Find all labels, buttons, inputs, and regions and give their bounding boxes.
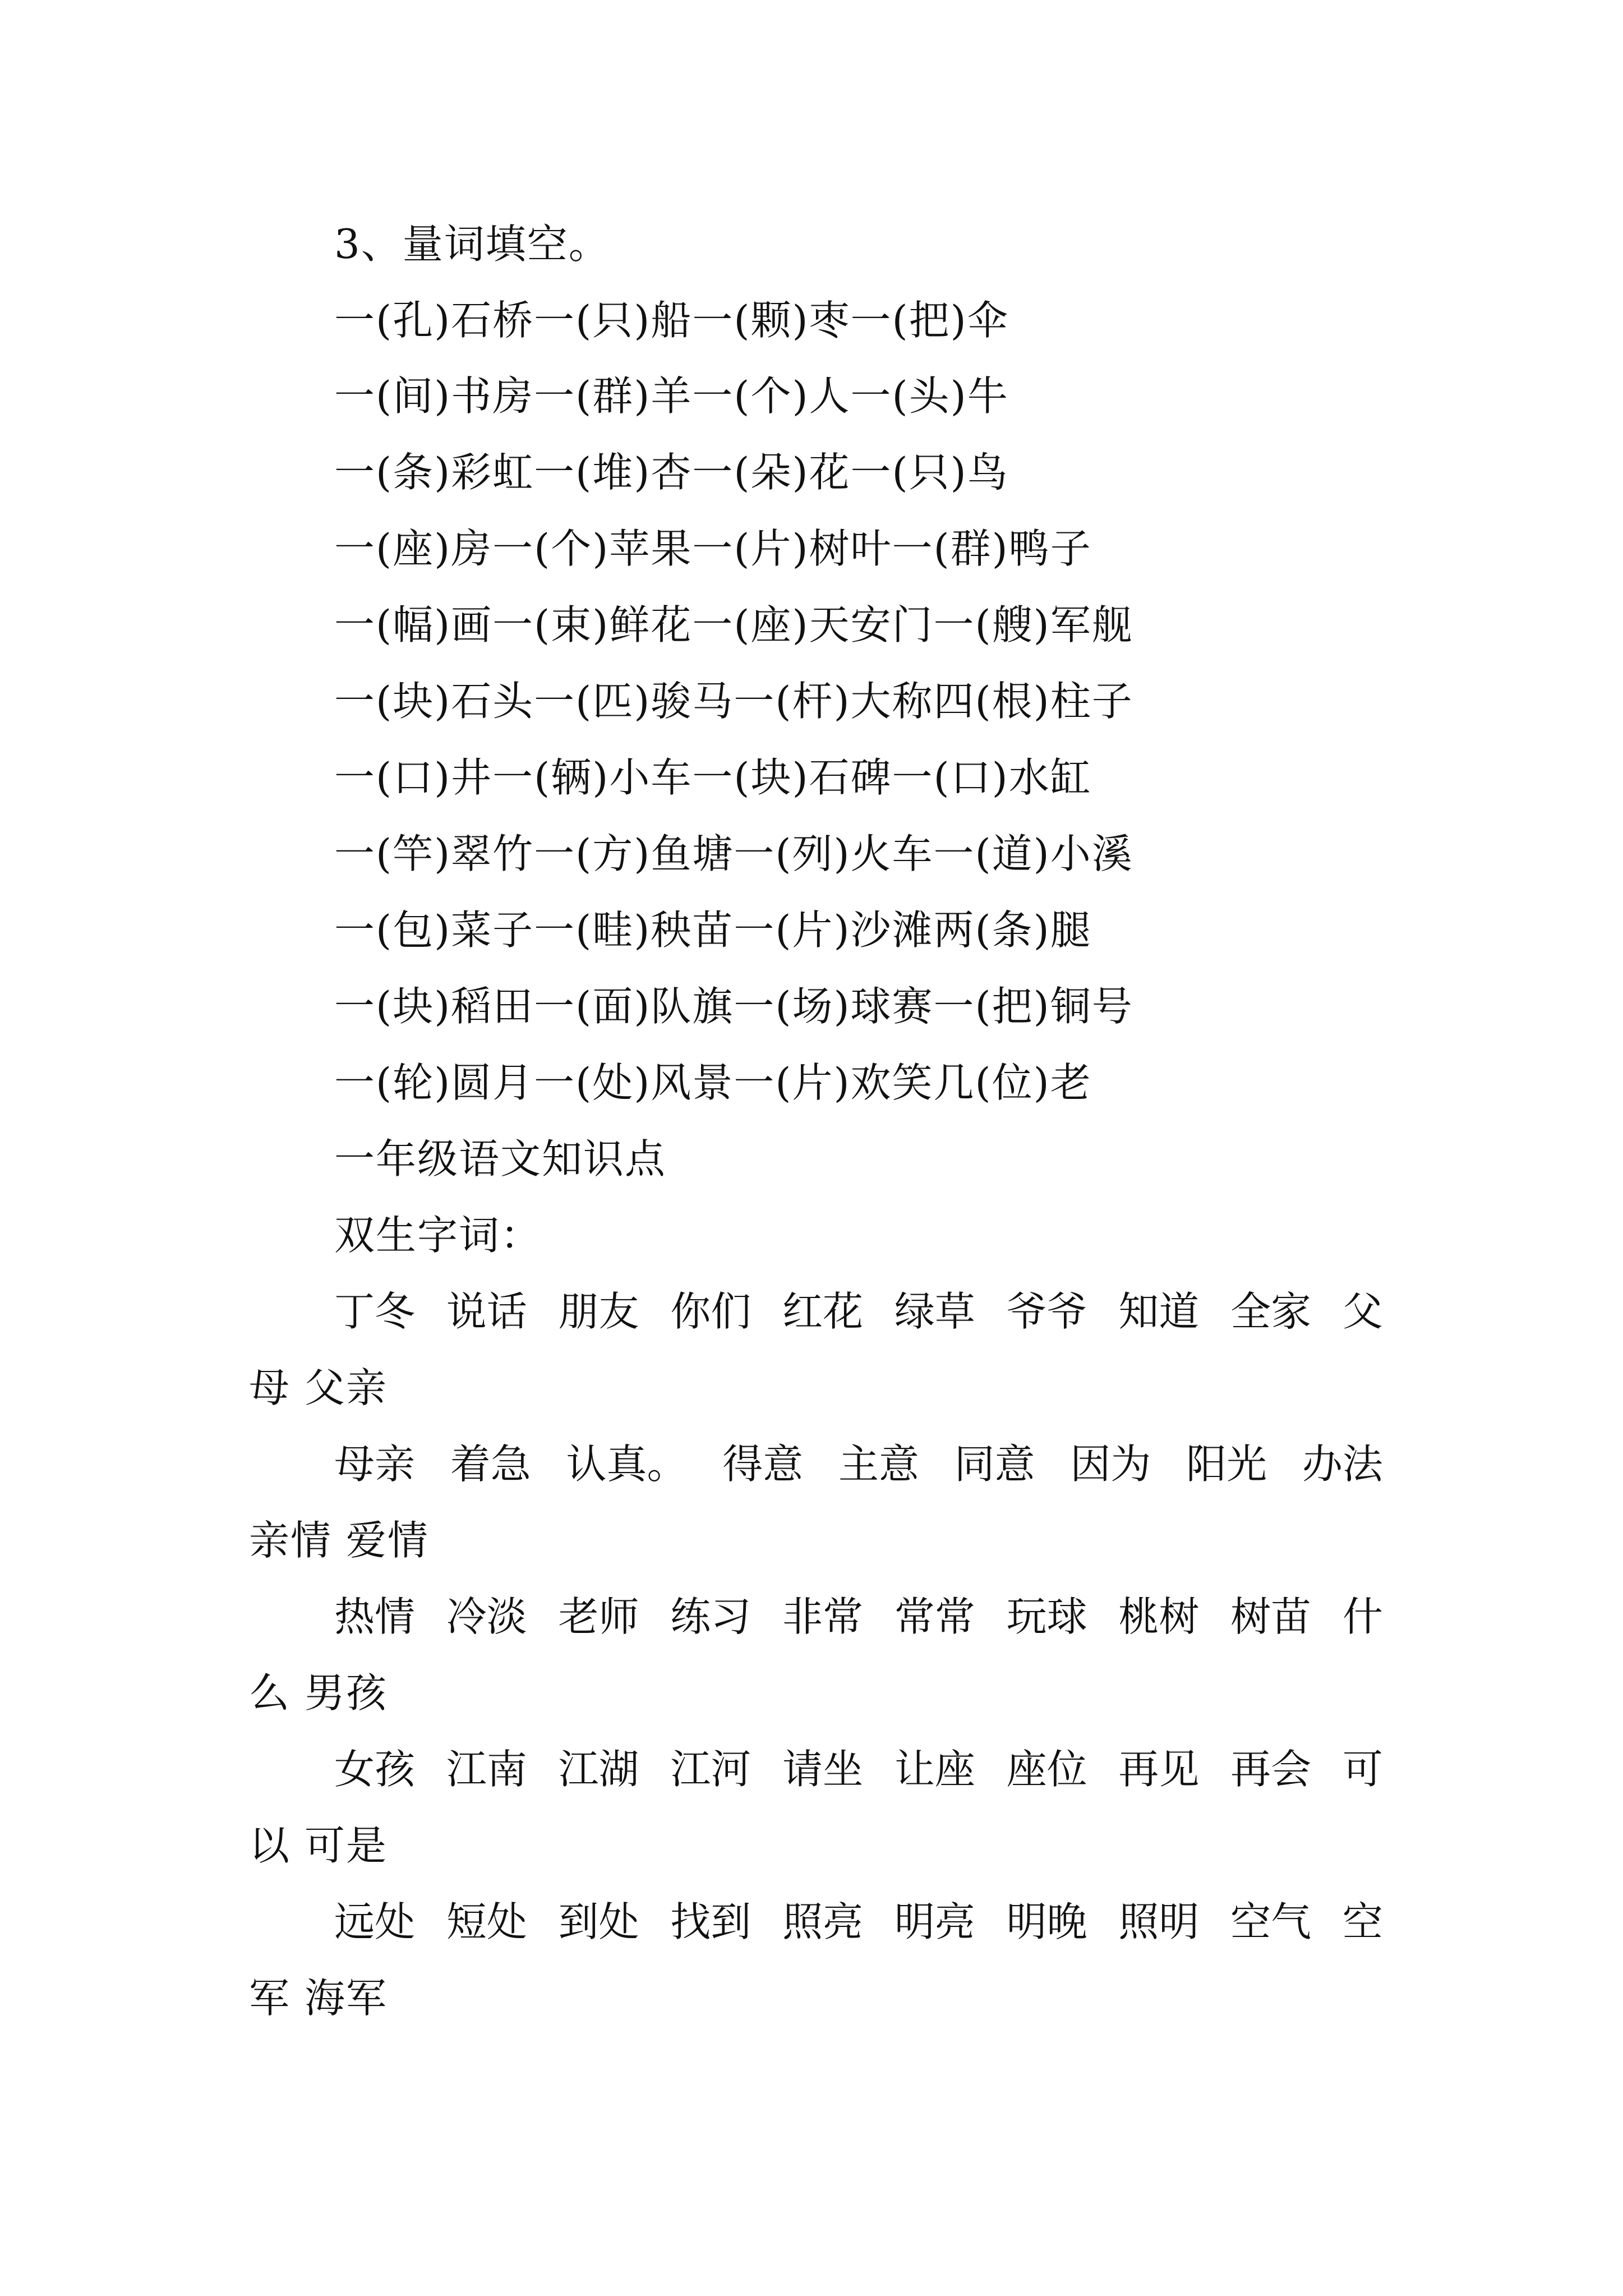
word: 树苗 xyxy=(1230,1593,1312,1640)
word: 短处 xyxy=(446,1898,527,1945)
word: 玩球 xyxy=(1006,1593,1087,1640)
word: 因为 xyxy=(1070,1441,1151,1488)
words-title: 双生字词： xyxy=(334,1212,542,1259)
word: 爷爷 xyxy=(1006,1288,1087,1335)
measure-line: 一(块)石头一(匹)骏马一(杆)大称四(根)柱子 xyxy=(334,678,1133,725)
word: 照明 xyxy=(1118,1898,1200,1945)
word: 远处 xyxy=(334,1898,416,1945)
word-line-continuation: 军 海军 xyxy=(249,1975,388,2022)
word: 让座 xyxy=(894,1746,975,1793)
word: 练习 xyxy=(670,1593,751,1640)
word: 非常 xyxy=(782,1593,864,1640)
word: 父 xyxy=(1342,1288,1383,1335)
word: 丁冬 xyxy=(334,1288,416,1335)
measure-line: 一(块)稻田一(面)队旗一(场)球赛一(把)铜号 xyxy=(334,983,1133,1030)
word: 冷淡 xyxy=(446,1593,527,1640)
word: 女孩 xyxy=(334,1746,416,1793)
grade-title: 一年级语文知识点 xyxy=(334,1135,667,1182)
word: 什 xyxy=(1342,1593,1383,1640)
section-title: 3、量词填空。 xyxy=(334,220,610,268)
word: 可 xyxy=(1342,1746,1383,1793)
measure-line: 一(口)井一(辆)小车一(块)石碑一(口)水缸 xyxy=(334,754,1092,801)
word: 绿草 xyxy=(894,1288,975,1335)
measure-line: 一(座)房一(个)苹果一(片)树叶一(群)鸭子 xyxy=(334,525,1092,572)
word: 知道 xyxy=(1118,1288,1200,1335)
measure-line: 一(间)书房一(群)羊一(个)人一(头)牛 xyxy=(334,372,1009,420)
word-line xyxy=(334,1283,1383,1340)
word: 明亮 xyxy=(894,1898,975,1945)
word: 阳光 xyxy=(1186,1441,1267,1488)
measure-line: 一(条)彩虹一(堆)杏一(朵)花一(只)鸟 xyxy=(334,449,1009,496)
word: 请坐 xyxy=(782,1746,864,1793)
measure-line: 一(幅)画一(束)鲜花一(座)天安门一(艘)军舰 xyxy=(334,601,1133,648)
word: 着急 xyxy=(450,1441,531,1488)
word: 空气 xyxy=(1230,1898,1312,1945)
word: 桃树 xyxy=(1118,1593,1200,1640)
word-line xyxy=(334,1436,1383,1492)
word: 同意 xyxy=(954,1441,1035,1488)
word: 热情 xyxy=(334,1593,416,1640)
word: 找到 xyxy=(670,1898,751,1945)
word: 江湖 xyxy=(558,1746,639,1793)
word: 认真。 xyxy=(566,1441,688,1488)
measure-line: 一(孔)石桥一(只)船一(颗)枣一(把)伞 xyxy=(334,297,1009,344)
word: 得意 xyxy=(722,1441,804,1488)
word: 江南 xyxy=(446,1746,527,1793)
word: 母亲 xyxy=(334,1441,416,1488)
word: 座位 xyxy=(1006,1746,1087,1793)
measure-line: 一(包)菜子一(畦)秧苗一(片)沙滩两(条)腿 xyxy=(334,907,1092,954)
word: 再见 xyxy=(1118,1746,1200,1793)
word: 明晚 xyxy=(1006,1898,1087,1945)
word: 空 xyxy=(1342,1898,1383,1945)
word-line-continuation: 母 父亲 xyxy=(249,1364,388,1411)
word: 办法 xyxy=(1302,1441,1383,1488)
word: 朋友 xyxy=(558,1288,639,1335)
word-line-continuation: 么 男孩 xyxy=(249,1669,388,1717)
word: 照亮 xyxy=(782,1898,864,1945)
word: 全家 xyxy=(1230,1288,1312,1335)
word-line xyxy=(334,1741,1383,1797)
word-line-continuation: 以 可是 xyxy=(249,1822,388,1869)
word: 再会 xyxy=(1230,1746,1312,1793)
word: 到处 xyxy=(558,1898,639,1945)
word-line xyxy=(334,1589,1383,1645)
word: 老师 xyxy=(558,1593,639,1640)
measure-line: 一(轮)圆月一(处)风景一(片)欢笑几(位)老 xyxy=(334,1059,1092,1106)
word: 常常 xyxy=(894,1593,975,1640)
word: 江河 xyxy=(670,1746,751,1793)
measure-line: 一(竿)翠竹一(方)鱼塘一(列)火车一(道)小溪 xyxy=(334,830,1133,877)
word: 红花 xyxy=(782,1288,864,1335)
word: 你们 xyxy=(670,1288,751,1335)
word-line-continuation: 亲情 爱情 xyxy=(249,1517,429,1564)
word: 主意 xyxy=(838,1441,919,1488)
word-line xyxy=(334,1894,1383,1950)
word: 说话 xyxy=(446,1288,527,1335)
